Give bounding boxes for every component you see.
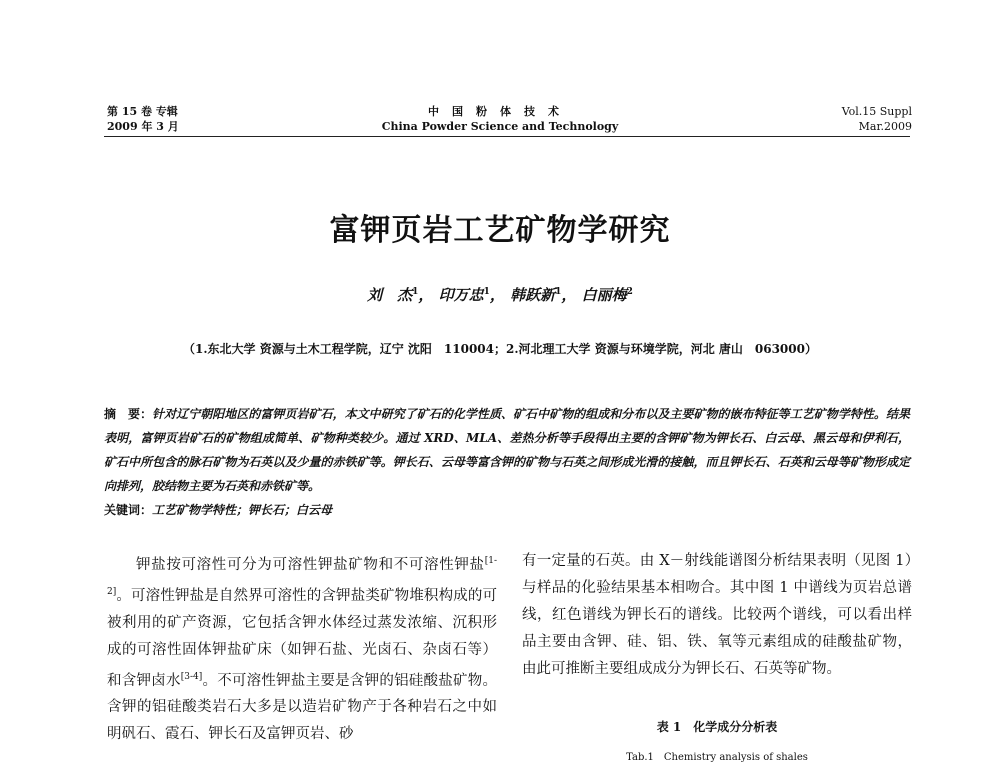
text-run: 。不可溶性钾盐主要是含钾的铝硅酸盐矿物。含钾的铝硅酸类岩石大多是以造岩矿物产于各种岩石之中如明矾石、霞石、钾长石及富钾页岩、砂 xyxy=(107,672,498,743)
header-right xyxy=(842,104,912,134)
keywords-text: 工艺矿物学特性；钾长石；白云母 xyxy=(152,503,333,517)
body-column-right xyxy=(522,548,912,683)
citation: [3-4] xyxy=(180,671,203,682)
keywords xyxy=(104,498,910,522)
citation: [1-2] xyxy=(107,556,497,597)
date-cn: 2009 年 3 月 xyxy=(107,120,179,133)
text-run: 。可溶性钾盐是自然界可溶性的含钾盐类矿物堆积构成的可被利用的矿产资源，它包括含钾水体经过蒸发浓缩、沉积形成的可溶性固体钾盐矿床（如钾石盐、光卤石、杂卤石等）和含钾卤水 xyxy=(107,587,497,689)
author-1: 刘 杰 xyxy=(367,286,413,304)
journal-title-cn: 中国粉体技术 xyxy=(428,105,572,118)
author-4-affil: 2 xyxy=(626,287,633,297)
paragraph: 有一定量的石英。由 X－射线能谱图分析结果表明（见图 1）与样品的化验结果基本相吻合。其中图 1 中谱线为页岩总谱线，红色谱线为钾长石的谱线。比较两个谱线，可以看出样品主要由含钾、硅、铝、铁、氧等元素组成的硅酸盐矿物，由此可推断主要组成成分为钾长石、石英等矿物。 xyxy=(522,553,912,677)
author-4: 白丽梅 xyxy=(581,286,627,304)
keywords-label: 关键词： xyxy=(104,503,153,517)
abstract-text: 针对辽宁朝阳地区的富钾页岩矿石，本文中研究了矿石的化学性质、矿石中矿物的组成和分布以及主要矿物的嵌布特征等工艺矿物学特性。结果表明，富钾页岩矿石的矿物组成简单、矿物种类较少。通过 XRD、MLA、差热分析等手段得出主要的含钾矿物为钾长石、白云母、黑云母和伊利石，矿石中所包含的脉石矿物为石英以及少量的赤铁矿等。钾长石、云母等富含钾的矿物与石英之间形成光滑的接触，而且钾长石、石英和云母等矿物形成定向排列，胶结物主要为石英和赤铁矿等。 xyxy=(104,407,910,493)
abstract-label: 摘 要： xyxy=(104,407,153,421)
abstract xyxy=(104,402,910,498)
journal-title-en: China Powder Science and Technology xyxy=(381,120,619,133)
paragraph xyxy=(107,548,497,748)
author-3: 韩跃新 xyxy=(510,286,556,304)
volume-en: Vol.15 Suppl xyxy=(841,105,912,118)
paper-title: 富钾页岩工艺矿物学研究 xyxy=(329,213,671,248)
affiliation: （1.东北大学 资源与土木工程学院，辽宁 沈阳 110004；2.河北理工大学 资源与环境学院，河北 唐山 063000） xyxy=(183,342,817,356)
volume-cn: 第 15 卷 专辑 xyxy=(107,105,178,118)
body-column-left xyxy=(107,548,497,748)
author-list: 刘 杰$^1$， 印万忠$^1$， 韩跃新$^1$， 白丽梅$^2$ xyxy=(367,286,633,304)
author-2: 印万忠 xyxy=(438,286,484,304)
author-2-affil: 1 xyxy=(483,287,490,297)
table-title: 表 1 化学成分分析表 xyxy=(656,720,778,734)
author-1-affil: 1 xyxy=(412,287,419,297)
text-run: 钾盐按可溶性可分为可溶性钾盐矿物和不可溶性钾盐 xyxy=(136,556,485,573)
header-rule xyxy=(104,136,910,137)
date-en: Mar.2009 xyxy=(858,120,912,133)
author-3-affil: 1 xyxy=(555,287,562,297)
table-subtitle: Tab.1 Chemistry analysis of shales xyxy=(626,752,808,763)
